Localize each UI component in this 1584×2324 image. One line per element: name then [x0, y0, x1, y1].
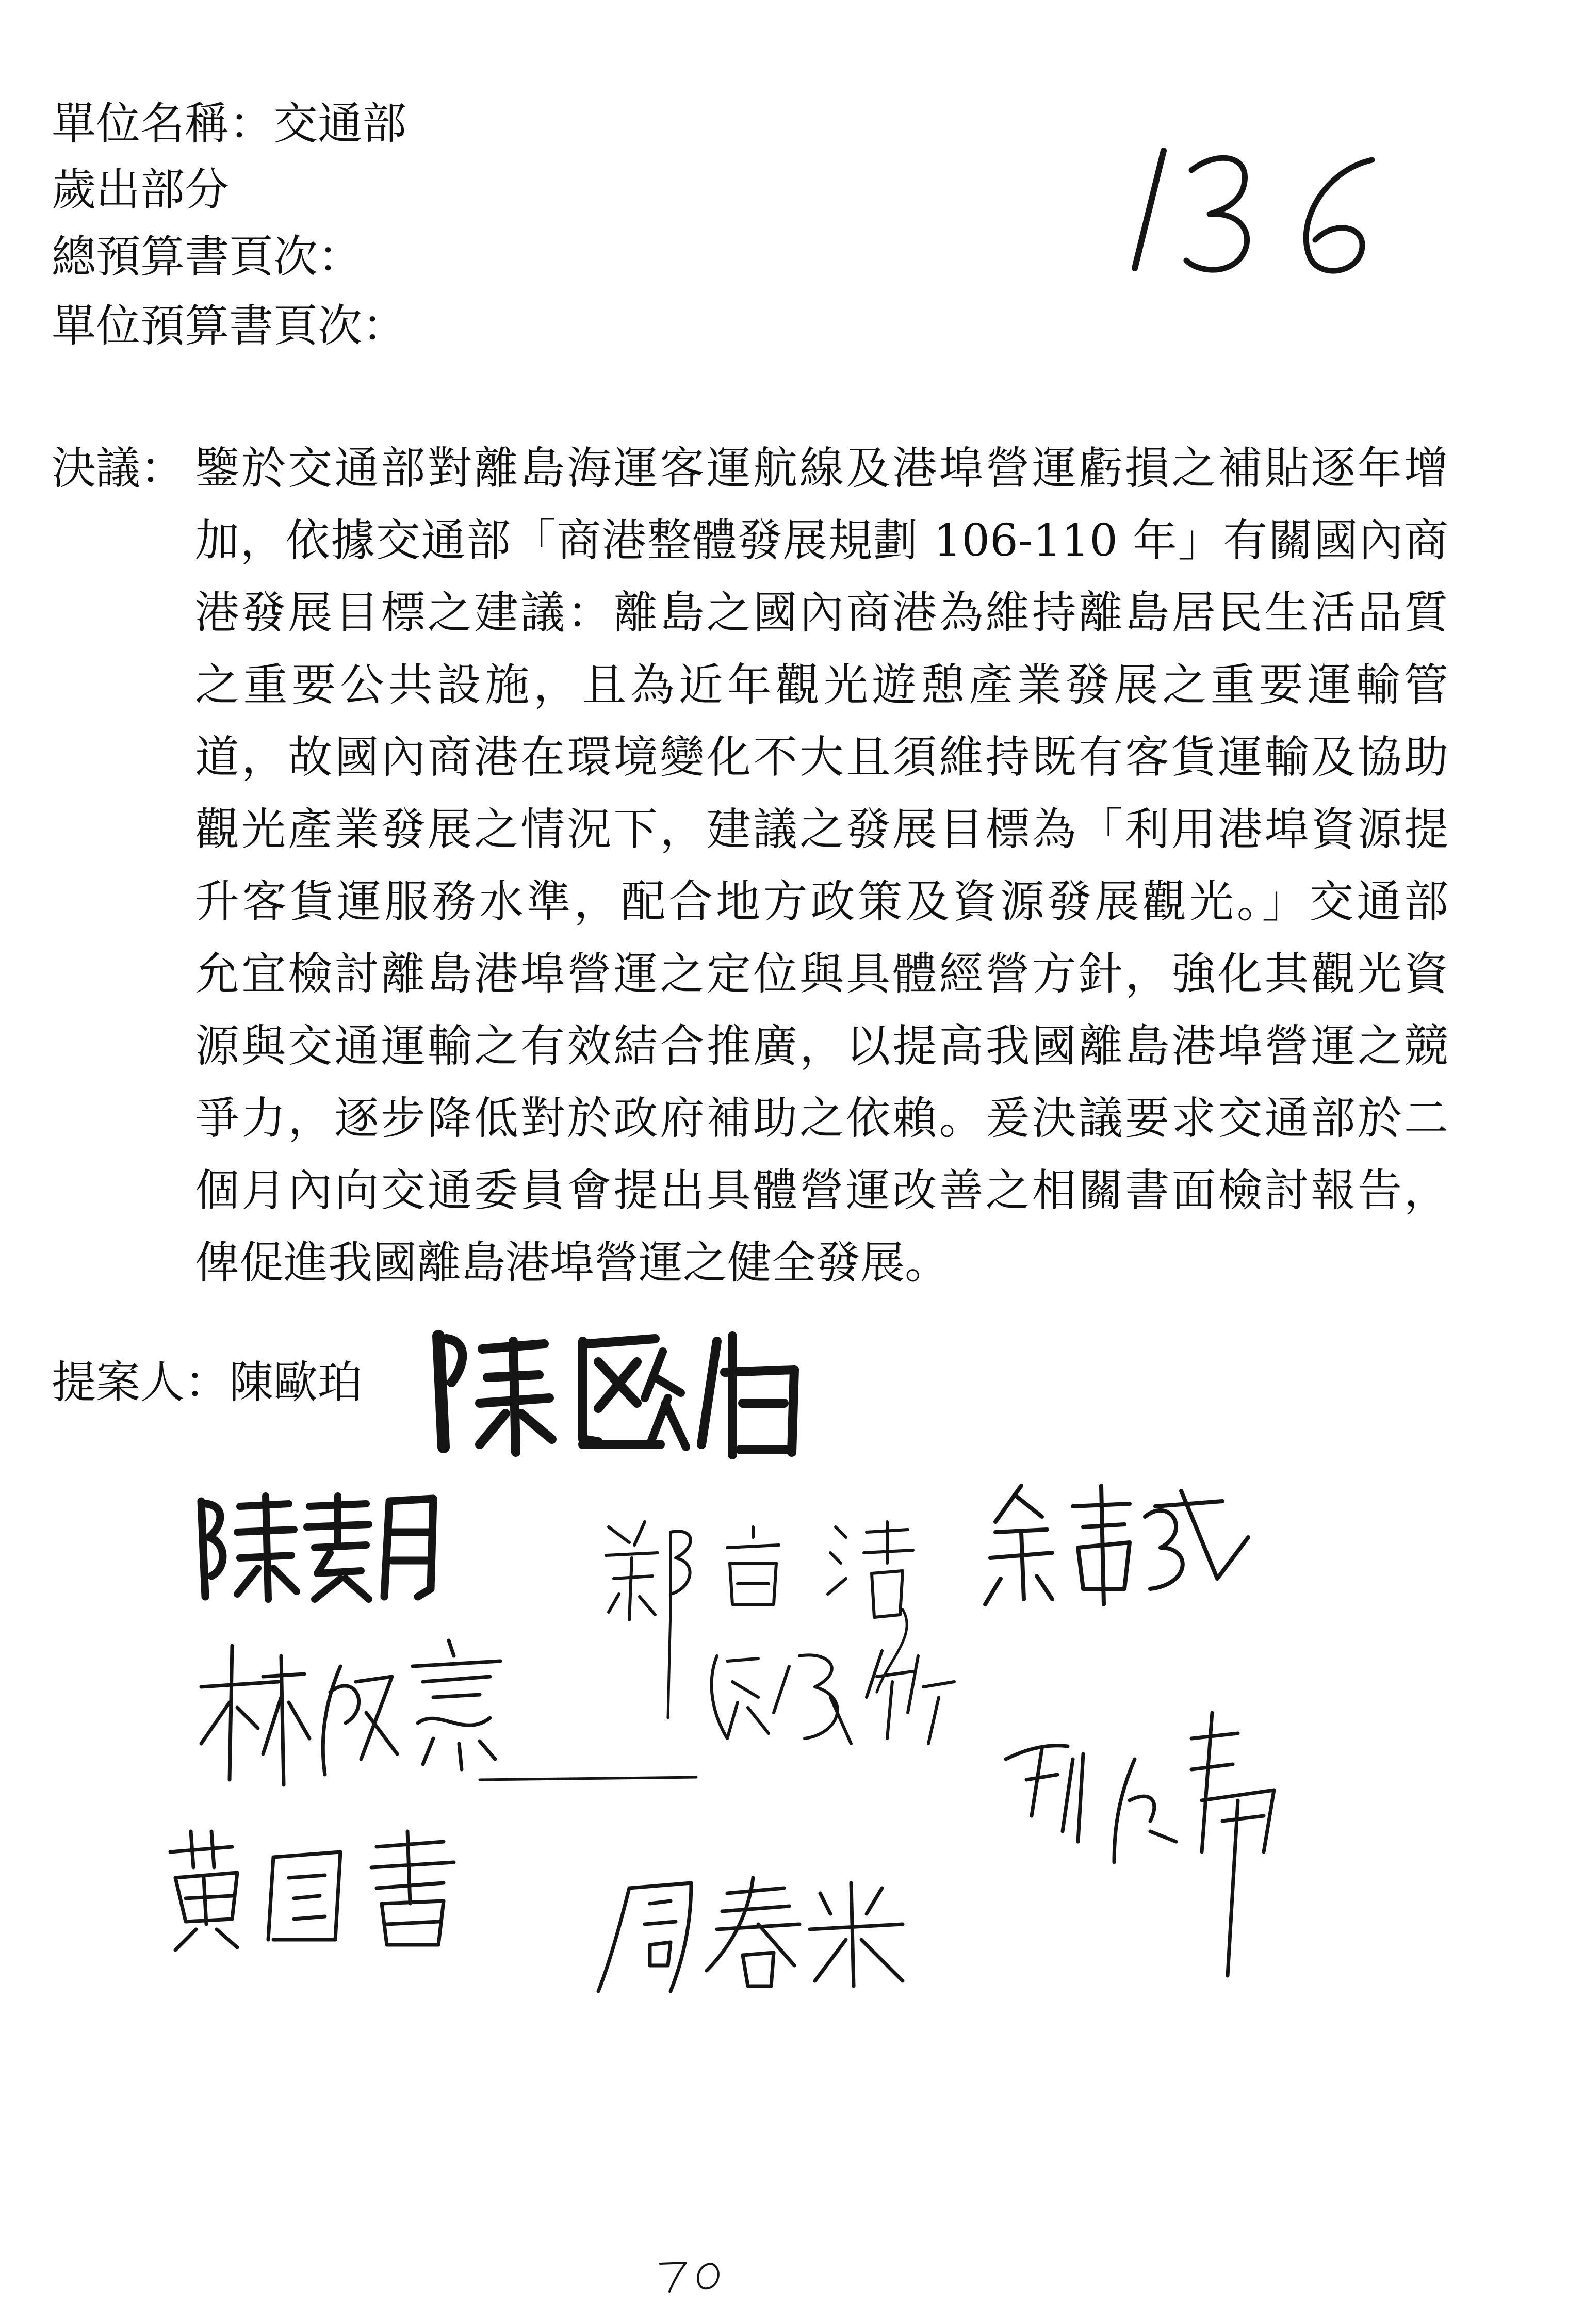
signature-6: [696, 1635, 965, 1754]
resolution-line: 港發展目標之建議：離島之國內商港為維持離島居民生活品質: [195, 587, 1448, 639]
signature-2: [191, 1486, 449, 1610]
handwritten-page-mark: [1114, 139, 1403, 294]
handwritten-page-number: [655, 2254, 732, 2296]
resolution-line: 個月內向交通委員會提出具體營運改善之相關書面檢討報告，: [195, 1165, 1448, 1216]
resolution-line: 加，依據交通部「商港整體發展規劃 106-110 年」有關國內商: [195, 515, 1448, 566]
unit-name: 單位名稱：交通部: [52, 98, 406, 150]
proposer-label: 提案人：陳歐珀: [52, 1357, 362, 1408]
resolution-line: 升客貨運服務水準，配合地方政策及資源發展觀光。」交通部: [195, 876, 1448, 928]
signature-7: [995, 1697, 1326, 1986]
resolution-line: 允宜檢討離島港埠營運之定位與具體經營方針，強化其觀光資: [195, 948, 1448, 1000]
resolution-line: 爭力，逐步降低對於政府補助之依賴。爰決議要求交通部於二: [195, 1093, 1448, 1144]
signature-5: [191, 1625, 707, 1795]
signature-1: [428, 1321, 820, 1465]
resolution-line: 源與交通運輸之有效結合推廣，以提高我國離島港埠營運之競: [195, 1020, 1448, 1072]
budget-section: 歲出部分: [52, 164, 229, 216]
signature-8: [155, 1821, 495, 1955]
resolution-line: 俾促進我國離島港埠營運之健全發展。: [195, 1237, 949, 1289]
resolution-line: 鑒於交通部對離島海運客運航線及港埠營運虧損之補貼逐年增: [195, 443, 1448, 494]
resolution-line: 之重要公共設施，且為近年觀光遊憩產業發展之重要運輸管: [195, 659, 1448, 711]
signature-4: [975, 1475, 1264, 1620]
signature-9: [593, 1862, 913, 1996]
resolution-line: 道，故國內商港在環境變化不大且須維持既有客貨運輸及協助: [195, 732, 1448, 783]
unit-budget-page-label: 單位預算書頁次：: [52, 300, 406, 352]
total-budget-page-label: 總預算書頁次：: [52, 231, 362, 283]
resolution-label: 決議：: [52, 443, 185, 494]
resolution-line: 觀光產業發展之情況下，建議之發展目標為「利用港埠資源提: [195, 804, 1448, 855]
